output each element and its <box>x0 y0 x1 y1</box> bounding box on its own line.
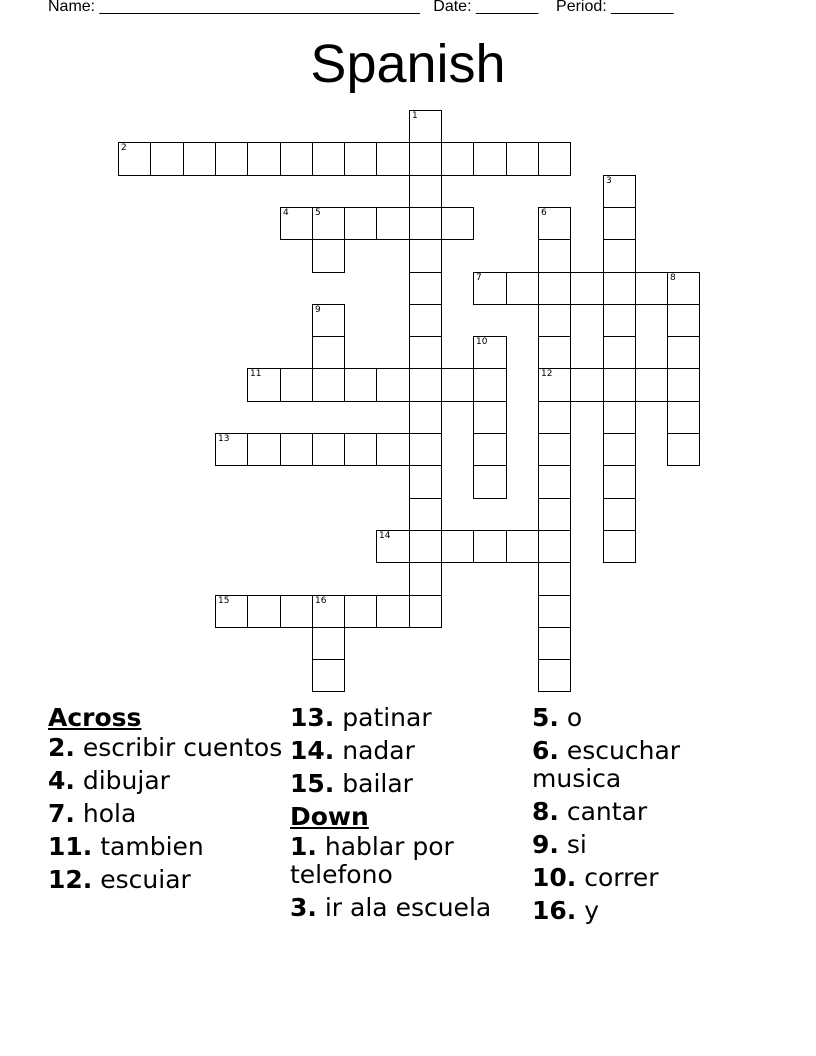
grid-cell[interactable] <box>247 433 281 466</box>
grid-cell[interactable] <box>667 401 700 434</box>
cell-number: 4 <box>283 208 289 218</box>
grid-cell[interactable] <box>441 207 474 240</box>
grid-cell[interactable] <box>538 530 571 563</box>
grid-cell[interactable] <box>570 368 604 402</box>
clue-across-15: 15. bailar <box>290 769 413 798</box>
grid-cell[interactable] <box>312 207 345 240</box>
grid-cell[interactable] <box>409 530 442 563</box>
grid-cell[interactable] <box>441 368 474 402</box>
cell-number: 12 <box>541 369 553 379</box>
grid-cell[interactable] <box>409 465 442 499</box>
grid-cell[interactable] <box>473 142 507 176</box>
grid-cell[interactable] <box>603 239 636 273</box>
grid-cell[interactable] <box>506 142 539 176</box>
clue-down-5: 5. o <box>532 703 583 732</box>
grid-cell[interactable] <box>538 272 571 305</box>
grid-cell[interactable] <box>409 207 442 240</box>
grid-cell[interactable] <box>376 433 410 466</box>
clue-across-2: 2. escribir cuentos <box>48 733 283 762</box>
cell-number: 11 <box>250 369 262 379</box>
grid-cell[interactable] <box>150 142 184 176</box>
grid-cell[interactable] <box>667 368 700 402</box>
across-heading: Across <box>48 703 142 732</box>
grid-cell[interactable] <box>280 433 313 466</box>
grid-cell[interactable] <box>280 142 313 176</box>
grid-cell[interactable] <box>409 110 442 143</box>
grid-cell[interactable] <box>312 595 345 628</box>
grid-cell[interactable] <box>538 498 571 531</box>
grid-cell[interactable] <box>409 142 442 176</box>
cell-number: 1 <box>412 111 418 121</box>
grid-cell[interactable] <box>603 175 636 208</box>
grid-cell[interactable] <box>603 433 636 466</box>
grid-cell[interactable] <box>538 336 571 369</box>
grid-cell[interactable] <box>667 272 700 305</box>
grid-cell[interactable] <box>312 239 345 273</box>
grid-cell[interactable] <box>247 368 281 402</box>
grid-cell[interactable] <box>635 272 668 305</box>
grid-cell[interactable] <box>538 207 571 240</box>
grid-cell[interactable] <box>441 530 474 563</box>
clue-down-3: 3. ir ala escuela <box>290 893 492 922</box>
grid-cell[interactable] <box>376 142 410 176</box>
grid-cell[interactable] <box>667 336 700 369</box>
clue-down-16: 16. y <box>532 896 600 925</box>
grid-cell[interactable] <box>215 142 248 176</box>
grid-cell[interactable] <box>473 530 507 563</box>
grid-cell[interactable] <box>376 595 410 628</box>
grid-cell[interactable] <box>344 595 377 628</box>
cell-number: 15 <box>218 596 230 606</box>
grid-cell[interactable] <box>409 368 442 402</box>
grid-cell[interactable] <box>280 207 313 240</box>
clue-down-6: 6. escuchar musica <box>532 736 681 793</box>
grid-cell[interactable] <box>603 272 636 305</box>
clue-column-3 <box>532 700 768 930</box>
grid-cell[interactable] <box>538 465 571 499</box>
grid-cell[interactable] <box>667 433 700 466</box>
grid-cell[interactable] <box>506 530 539 563</box>
grid-cell[interactable] <box>538 142 571 176</box>
grid-cell[interactable] <box>409 336 442 369</box>
grid-cell[interactable] <box>603 401 636 434</box>
grid-cell[interactable] <box>473 336 507 369</box>
grid-cell[interactable] <box>635 368 668 402</box>
grid-cell[interactable] <box>538 433 571 466</box>
grid-cell[interactable] <box>376 530 410 563</box>
grid-cell[interactable] <box>376 368 410 402</box>
clue-across-11: 11. tambien <box>48 832 204 861</box>
grid-cell[interactable] <box>603 368 636 402</box>
grid-cell[interactable] <box>312 304 345 337</box>
grid-cell[interactable] <box>247 142 281 176</box>
grid-cell[interactable] <box>409 498 442 531</box>
grid-cell[interactable] <box>409 562 442 596</box>
grid-cell[interactable] <box>376 207 410 240</box>
grid-cell[interactable] <box>570 272 604 305</box>
cell-number: 2 <box>121 143 127 153</box>
grid-cell[interactable] <box>247 595 281 628</box>
grid-cell[interactable] <box>409 304 442 337</box>
grid-cell[interactable] <box>538 562 571 596</box>
header-fields <box>48 0 673 16</box>
grid-cell[interactable] <box>603 207 636 240</box>
grid-cell[interactable] <box>183 142 216 176</box>
grid-cell[interactable] <box>538 627 571 660</box>
name-field-label[interactable]: Name: ____________________________________ <box>48 0 420 15</box>
grid-cell[interactable] <box>409 239 442 273</box>
grid-cell[interactable] <box>409 175 442 208</box>
grid-cell[interactable] <box>280 368 313 402</box>
grid-cell[interactable] <box>409 595 442 628</box>
clue-column-1 <box>48 700 284 899</box>
grid-cell[interactable] <box>603 465 636 499</box>
date-field-label[interactable]: Date: _______ <box>433 0 539 15</box>
grid-cell[interactable] <box>409 272 442 305</box>
grid-cell[interactable] <box>344 142 377 176</box>
grid-cell[interactable] <box>344 433 377 466</box>
grid-cell[interactable] <box>603 498 636 531</box>
grid-cell[interactable] <box>473 401 507 434</box>
cell-number: 7 <box>476 273 482 283</box>
grid-cell[interactable] <box>473 368 507 402</box>
grid-cell[interactable] <box>603 304 636 337</box>
cell-number: 3 <box>606 176 612 186</box>
grid-cell[interactable] <box>538 595 571 628</box>
clue-down-9: 9. si <box>532 830 587 859</box>
grid-cell[interactable] <box>603 530 636 563</box>
grid-cell[interactable] <box>118 142 151 176</box>
cell-number: 16 <box>315 596 327 606</box>
clue-down-1: 1. hablar por telefono <box>290 832 454 889</box>
grid-cell[interactable] <box>538 659 571 692</box>
clue-across-14: 14. nadar <box>290 736 415 765</box>
grid-cell[interactable] <box>312 659 345 692</box>
grid-cell[interactable] <box>409 433 442 466</box>
grid-cell[interactable] <box>312 433 345 466</box>
grid-cell[interactable] <box>344 207 377 240</box>
grid-cell[interactable] <box>473 433 507 466</box>
clue-down-8: 8. cantar <box>532 797 648 826</box>
cell-number: 8 <box>670 273 676 283</box>
down-heading: Down <box>290 802 369 831</box>
clue-across-13: 13. patinar <box>290 703 432 732</box>
grid-cell[interactable] <box>473 272 507 305</box>
clue-down-10: 10. correr <box>532 863 659 892</box>
grid-cell[interactable] <box>344 368 377 402</box>
clue-across-12: 12. escuiar <box>48 865 191 894</box>
cell-number: 6 <box>541 208 547 218</box>
grid-cell[interactable] <box>603 336 636 369</box>
grid-cell[interactable] <box>538 401 571 434</box>
grid-cell[interactable] <box>667 304 700 337</box>
grid-cell[interactable] <box>473 465 507 499</box>
clue-across-7: 7. hola <box>48 799 137 828</box>
cell-number: 9 <box>315 305 321 315</box>
grid-cell[interactable] <box>312 336 345 369</box>
grid-cell[interactable] <box>441 142 474 176</box>
grid-cell[interactable] <box>538 368 571 402</box>
grid-cell[interactable] <box>280 595 313 628</box>
grid-cell[interactable] <box>506 272 539 305</box>
grid-cell[interactable] <box>312 368 345 402</box>
cell-number: 13 <box>218 434 230 444</box>
cell-number: 5 <box>315 208 321 218</box>
clue-across-4: 4. dibujar <box>48 766 170 795</box>
grid-cell[interactable] <box>312 142 345 176</box>
grid-cell[interactable] <box>312 627 345 660</box>
cell-number: 10 <box>476 337 488 347</box>
grid-cell[interactable] <box>409 401 442 434</box>
cell-number: 14 <box>379 531 391 541</box>
page-title: Spanish <box>310 34 506 94</box>
grid-cell[interactable] <box>538 239 571 273</box>
grid-cell[interactable] <box>538 304 571 337</box>
clue-column-2 <box>290 700 526 927</box>
period-field-label[interactable]: Period: _______ <box>556 0 674 15</box>
grid-cell[interactable] <box>215 433 248 466</box>
grid-cell[interactable] <box>215 595 248 628</box>
